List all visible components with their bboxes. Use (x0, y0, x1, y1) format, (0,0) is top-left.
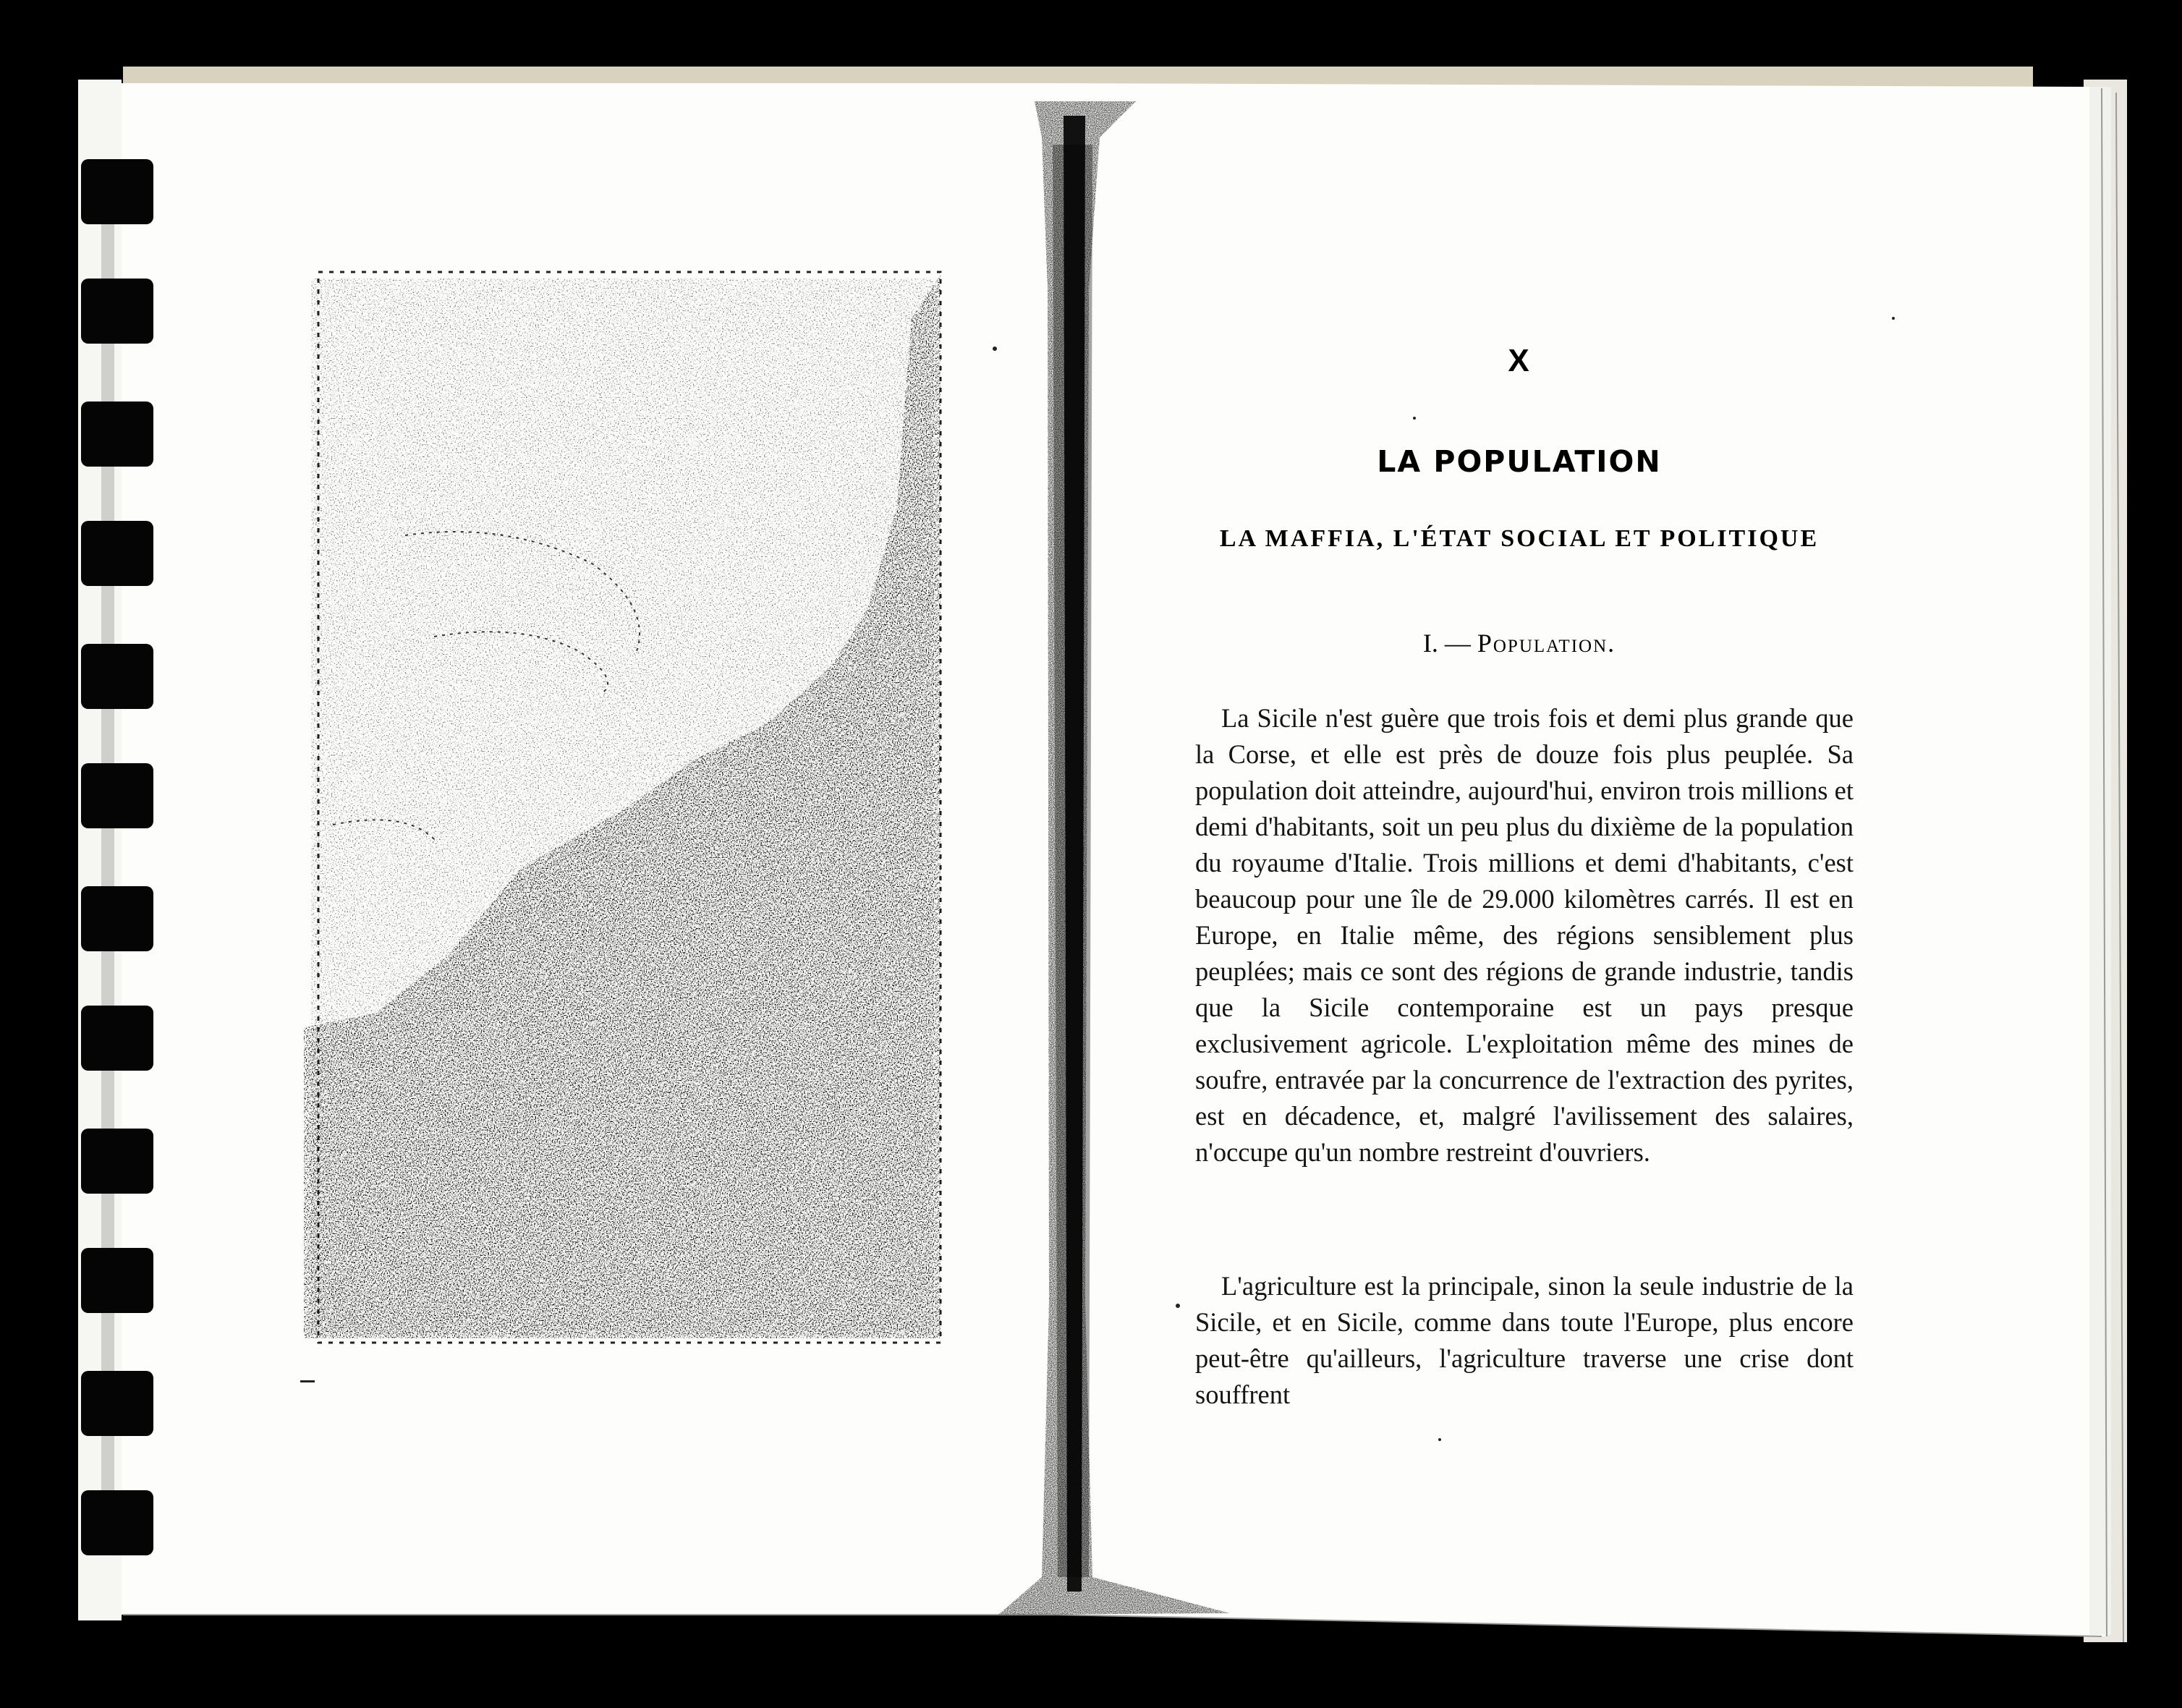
chapter-title: LA POPULATION (1377, 444, 1662, 479)
paragraph-2: L'agriculture est la principale, sinon la seule industrie de la Sicile, et en Sicile, comme dans toute l'Europe, plus encore peut-être qu'ailleurs, l'agriculture traverse une crise dont souffrent (1195, 1271, 1854, 1409)
section-heading (1172, 628, 1867, 658)
section-number: I. — (1422, 629, 1471, 658)
map-plate (304, 272, 941, 1343)
chapter-subtitle: LA MAFFIA, L'ÉTAT SOCIAL ET POLITIQUE (1219, 525, 1820, 552)
section-title: Population. (1477, 629, 1616, 658)
paragraph-1: La Sicile n'est guère que trois fois et demi plus grande que la Corse, et elle est près de douze fois plus peuplée. Sa population doit atteindre, aujourd'hui, environ trois millions et demi d'habitants, soit un peu plus du dixième de la population du royaume d'Italie. Trois millions et demi d'habitants, c'est beaucoup pour une île de 29.000 kilomètres carrés. Il est en Europe, en Italie même, des régions sensiblement plus peuplées; mais ce sont des régions de grande industrie, tandis que la Sicile contemporaine est un pays presque exclusivement agricole. L'exploitation même des mines de soufre, entravée par la concurrence de l'extraction des pyrites, est en décadence, et, malgré l'avilissement des salaires, n'occupe qu'un nombre restreint d'ouvriers. (1195, 703, 1854, 1167)
chapter-number: X (1508, 343, 1531, 378)
